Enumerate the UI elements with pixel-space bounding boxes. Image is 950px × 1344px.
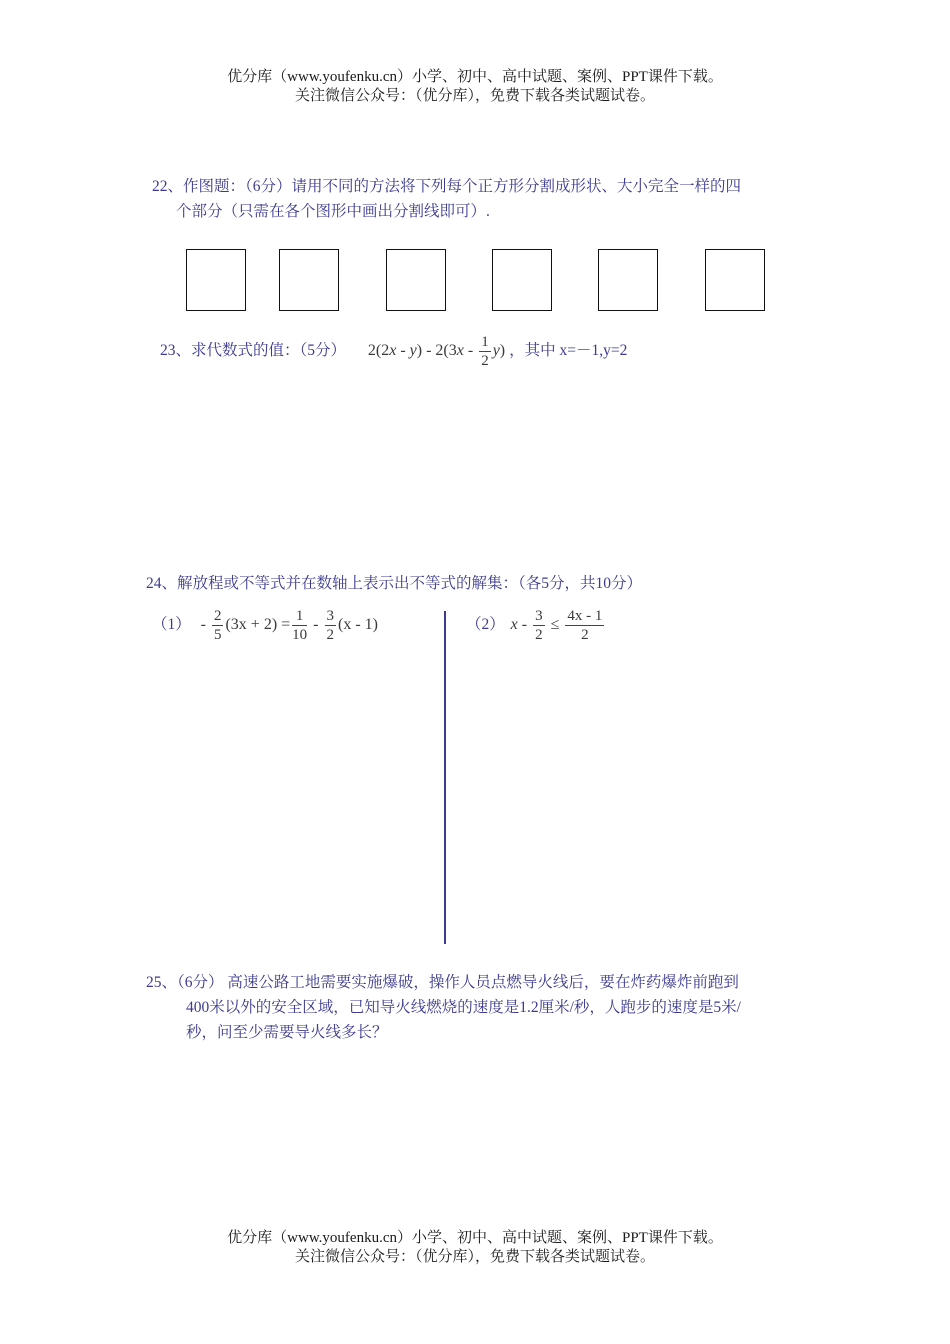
square-2 (279, 249, 339, 311)
q22-line-1: 22、作图题：（6分）请用不同的方法将下列每个正方形分割成形状、大小完全一样的四 (152, 178, 742, 195)
q24-p2-frac-1 (533, 607, 545, 644)
q23-suffix: ，其中 x=－1,y=2 (509, 342, 628, 360)
header-line-2: 关注微信公众号：（优分库），免费下载各类试题试卷。 (294, 88, 655, 104)
q24-p1-frac-1 (212, 607, 224, 644)
q23-x2: x (456, 342, 464, 360)
square-4 (492, 249, 552, 311)
q23-expr-d: - (463, 342, 478, 360)
square-6 (705, 249, 765, 311)
q23-line (160, 333, 627, 370)
q23-expr-b: - (396, 342, 410, 360)
q24-p1-f1-num: 2 (213, 608, 222, 624)
header-line-1: 优分库（www.youfenku.cn）小学、初中、高中试题、案例、PPT课件下载。 (227, 69, 723, 85)
q23-expression (367, 334, 509, 369)
q23-expr-c: ) - 2(3 (416, 342, 457, 360)
q24-p2-inequality (510, 608, 607, 643)
q24-p1-f2-num: 1 (292, 607, 307, 626)
q24-title: 24、解放程或不等式并在数轴上表示出不等式的解集：（各5分，共10分） (146, 575, 643, 592)
q25-line-2: 400米以外的安全区域，已知导火线燃烧的速度是1.2厘米/秒，人跑步的速度是5米/ (186, 999, 741, 1016)
q24-part-1 (152, 607, 378, 644)
divider-line (444, 611, 446, 944)
q24-p2-le: ≤ (550, 616, 560, 634)
q24-p2-f1-den: 2 (535, 627, 543, 643)
q23-frac-den: 2 (481, 353, 489, 369)
q24-p1-f1-den: 5 (213, 627, 222, 643)
q23-frac-num: 1 (481, 334, 489, 350)
q24-p2-f2-num: 4x - 1 (567, 608, 603, 624)
q24-p1-f2-den: 10 (292, 627, 308, 643)
q24-p1-f3-num: 3 (326, 608, 334, 624)
q24-p2-f1-num: 3 (535, 608, 543, 624)
q24-p1-minus: - (200, 616, 206, 634)
q24-p2-frac-2 (565, 607, 604, 644)
q24-p1-frac-2 (292, 607, 307, 644)
square-5 (598, 249, 658, 311)
square-3 (386, 249, 446, 311)
q24-p2-minus: - (521, 616, 528, 634)
q24-p2-x: x (510, 616, 518, 634)
q24-p1-tail: (x - 1) (338, 616, 378, 634)
q24-p2-f2-den: 2 (581, 627, 589, 643)
q23-y2: y (492, 342, 500, 360)
q24-p1-minus-2: - (313, 616, 319, 634)
q23-expr-e: ) (499, 342, 506, 360)
q25-line-3: 秒，问至少需要导火线多长？ (186, 1024, 388, 1041)
q24-p1-frac-3 (325, 607, 337, 644)
q23-x1: x (389, 342, 397, 360)
q24-part-2 (466, 607, 606, 644)
q22-line-2: 个部分（只需在各个图形中画出分割线即可）. (176, 203, 490, 220)
q24-p1-f3-den: 2 (326, 627, 334, 643)
square-1 (186, 249, 246, 311)
footer-line-1: 优分库（www.youfenku.cn）小学、初中、高中试题、案例、PPT课件下载。 (227, 1230, 723, 1246)
q23-expr-a: 2(2 (367, 342, 390, 360)
q24-p2-label: （2） (466, 616, 505, 634)
q24-p1-mid: (3x + 2) = (225, 616, 291, 634)
q23-y1: y (409, 342, 417, 360)
q23-fraction (479, 333, 491, 370)
q24-p1-label: （1） (152, 616, 191, 634)
q23-prefix: 23、求代数式的值：（5分） (160, 342, 347, 360)
q24-p1-equation (200, 608, 378, 643)
q25-line-1: 25、（6分） 高速公路工地需要实施爆破，操作人员点燃导火线后，要在炸药爆炸前跑到 (146, 974, 739, 991)
footer-line-2: 关注微信公众号：（优分库），免费下载各类试题试卷。 (294, 1249, 655, 1265)
